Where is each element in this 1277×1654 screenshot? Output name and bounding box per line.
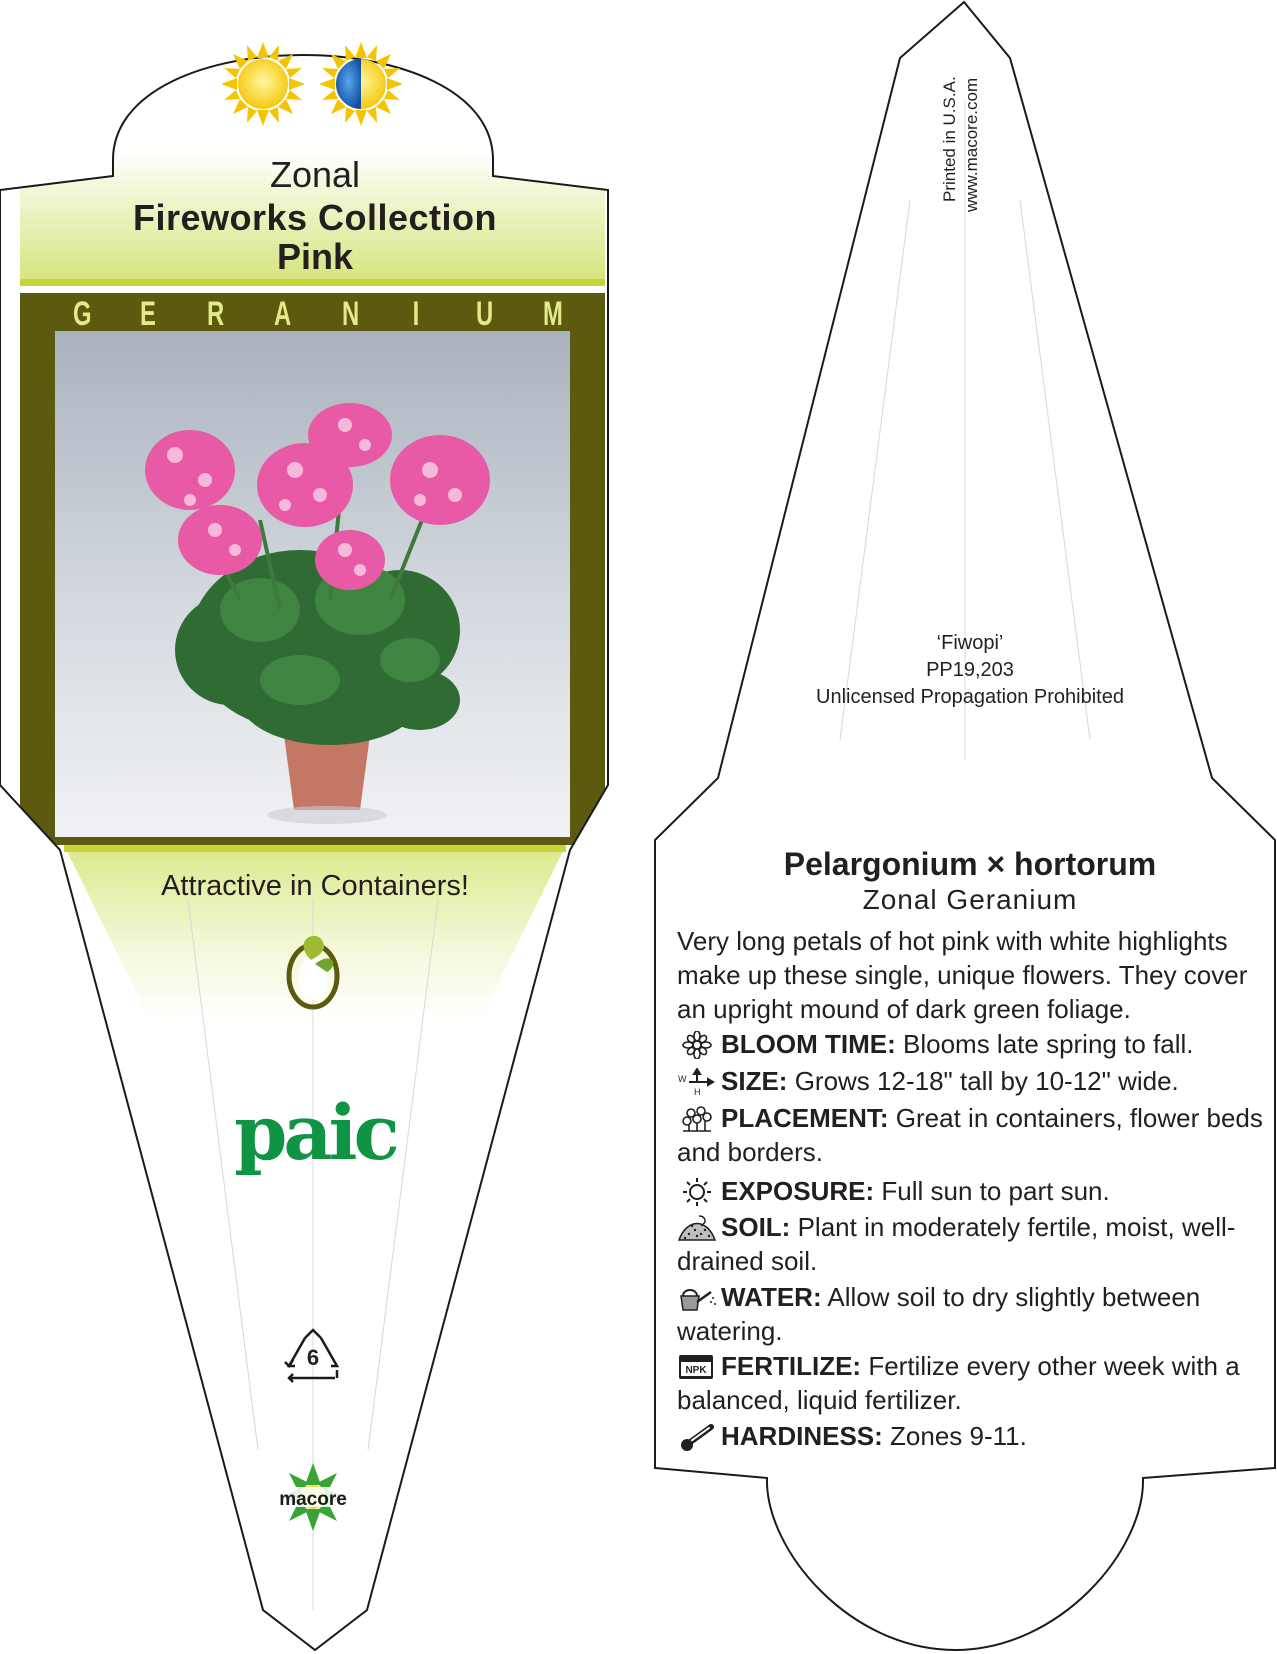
placement-icon	[677, 1105, 717, 1133]
care-label: WATER:	[721, 1282, 822, 1312]
cultivar-name: ‘Fiwopi’	[936, 632, 1004, 654]
plant-patent: PP19,203	[926, 659, 1014, 681]
npk-icon-text: NPK	[685, 1365, 707, 1376]
macore-logo: macore	[279, 1489, 347, 1510]
common-name: Zonal Geranium	[862, 884, 1078, 915]
care-text: Full sun to part sun.	[881, 1176, 1110, 1206]
npk-icon	[677, 1353, 717, 1381]
genus-letter: A	[274, 294, 292, 333]
care-label: BLOOM TIME:	[721, 1029, 896, 1059]
care-label: EXPOSURE:	[721, 1176, 875, 1206]
care-water	[677, 1280, 1267, 1348]
flower-icon	[677, 1031, 717, 1059]
tagline: Attractive in Containers!	[161, 870, 469, 902]
title-line-1: Zonal	[269, 154, 361, 195]
genus-letter: E	[140, 294, 157, 333]
genus-letter: I	[412, 294, 420, 333]
care-exposure	[677, 1174, 1267, 1208]
size-icon-w: W	[678, 1074, 687, 1084]
care-text: Plant in moderately fertile, moist, well-drained soil.	[677, 1212, 1236, 1276]
care-label: FERTILIZE:	[721, 1351, 862, 1381]
genus-letter: U	[475, 294, 494, 333]
care-bloom-time	[677, 1027, 1267, 1061]
printed-in: Printed in U.S.A.	[940, 76, 959, 202]
genus-letter: M	[542, 294, 563, 333]
propagation-notice: Unlicensed Propagation Prohibited	[816, 686, 1124, 708]
care-text: Great in containers, flower beds and borders.	[677, 1103, 1263, 1167]
care-label: SIZE:	[721, 1066, 788, 1096]
care-hardiness	[677, 1419, 1267, 1453]
title-line-2: Fireworks Collection	[132, 197, 498, 238]
care-text: Fertilize every other week with a balanced, liquid fertilizer.	[677, 1351, 1240, 1415]
genus-heading	[70, 294, 563, 333]
part-sun-icon	[319, 42, 403, 126]
soil-icon	[677, 1214, 717, 1242]
printer-url: www.macore.com	[962, 77, 981, 212]
care-placement	[677, 1101, 1267, 1169]
sun-outline-icon	[677, 1178, 717, 1206]
care-text: Grows 12-18" tall by 10-12" wide.	[794, 1066, 1179, 1096]
size-arrows-icon	[677, 1068, 717, 1096]
genus-letter: R	[207, 294, 225, 333]
description: Very long petals of hot pink with white highlights make up these single, unique flowers. They cover an upright mound of dark green foliage.	[677, 926, 1248, 1024]
care-text: Allow soil to dry slightly between watering.	[677, 1282, 1201, 1346]
recycle-code: 6	[306, 1345, 320, 1370]
care-soil	[677, 1210, 1267, 1278]
care-label: PLACEMENT:	[721, 1103, 889, 1133]
printer-info	[940, 52, 1100, 212]
genus-letter: N	[341, 294, 359, 333]
care-label: SOIL:	[721, 1212, 791, 1242]
watering-can-icon	[677, 1284, 717, 1312]
care-label: HARDINESS:	[721, 1421, 883, 1451]
genus-letter: G	[73, 294, 92, 333]
size-icon-h: H	[694, 1087, 701, 1096]
full-sun-icon	[221, 42, 305, 126]
title-line-3: Pink	[276, 236, 354, 277]
care-text: Zones 9-11.	[890, 1421, 1027, 1451]
botanical-name: Pelargonium × hortorum	[783, 846, 1157, 882]
care-size	[677, 1064, 1267, 1098]
care-fertilize	[677, 1349, 1267, 1417]
pac-logo: paic	[234, 1088, 396, 1177]
care-text: Blooms late spring to fall.	[903, 1029, 1194, 1059]
thermometer-icon	[677, 1423, 717, 1451]
